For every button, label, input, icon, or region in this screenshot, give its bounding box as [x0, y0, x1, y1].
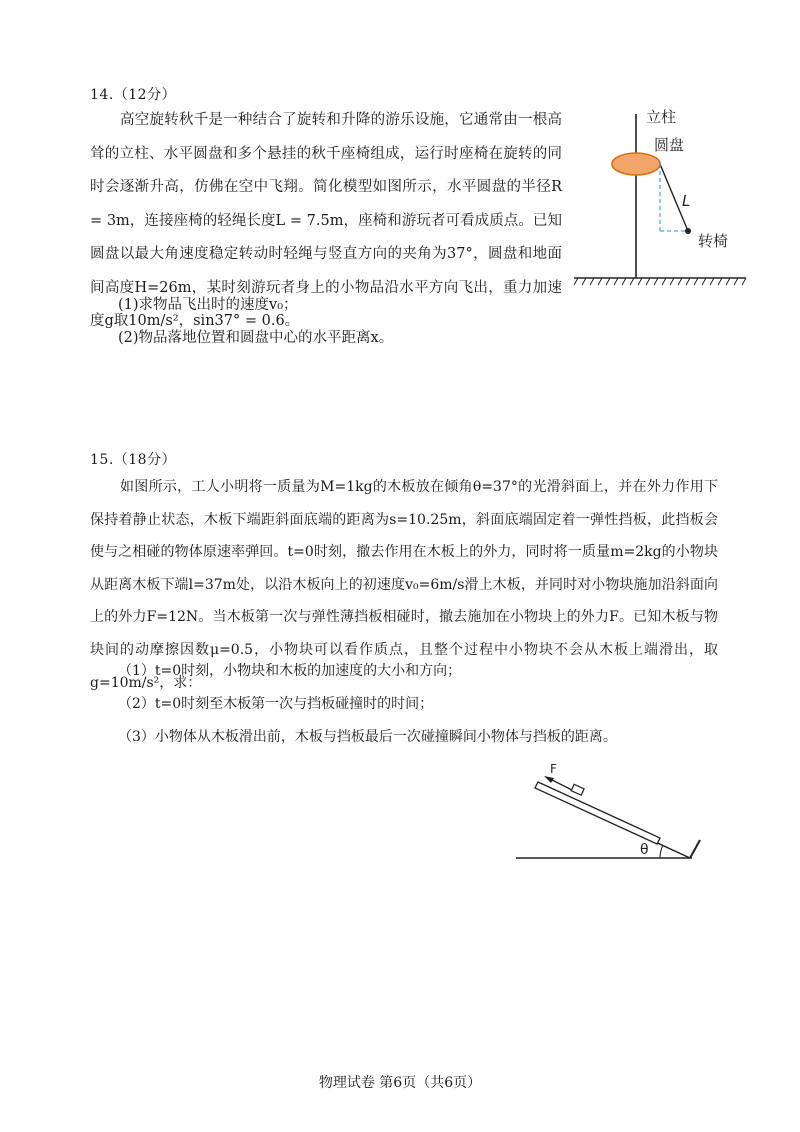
ground-hatch — [574, 278, 746, 285]
q14-paragraph: 高空旋转秋千是一种结合了旋转和升降的游乐设施，它通常由一根高耸的立柱、水平圆盘和多个悬挂的秋千座椅组成，运行时座椅在旋转的同时会逐渐升高，仿佛在空中飞翔。简化模型如图所示，水平圆盘的半径R = 3m，连接座椅的轻绳长度L = 7.5m，座椅和游玩者可看成质点。已知圆盘以最大角速度稳定转动时轻绳与竖直方向的夹角为37°，圆盘和地面间高度H=26m，某时刻游玩者身上的小物品沿水平方向飞出，重力加速度g取10m/s²，sin37° = 0.6。 — [90, 112, 562, 329]
force-arrow-head — [544, 776, 554, 783]
q15-subquestion-1: （1）t=0时刻，小物块和木板的加速度的大小和方向； — [118, 663, 462, 679]
q15-header: 15.（18分） — [90, 452, 177, 468]
q15-figure-incline — [510, 760, 710, 870]
page-footer: 物理试卷 第6页（共6页） — [318, 1075, 482, 1091]
disk — [612, 153, 660, 175]
label-pillar: 立柱 — [646, 108, 677, 126]
q14-subquestion-2: (2)物品落地位置和圆盘中心的水平距离x。 — [118, 330, 394, 346]
elastic-barrier — [690, 840, 700, 858]
label-angle: θ — [640, 842, 649, 858]
label-rope-length: L — [682, 192, 691, 210]
label-seat: 转椅 — [698, 232, 729, 250]
q15-subquestion-2: （2）t=0时刻至木板第一次与挡板碰撞时的时间； — [118, 696, 434, 712]
small-block — [571, 784, 584, 795]
q15-subquestion-3: （3）小物体从木板滑出前，木板与挡板最后一次碰撞瞬间小物体与挡板的距离。 — [118, 729, 617, 745]
angle-arc — [660, 845, 663, 858]
q14-header: 14.（12分） — [90, 87, 177, 103]
wooden-board — [535, 782, 660, 844]
label-disk: 圆盘 — [654, 136, 685, 154]
q15-paragraph: 如图所示，工人小明将一质量为M=1kg的木板放在倾角θ=37°的光滑斜面上，并在外力作用下保持着静止状态，木板下端距斜面底端的距离为s=10.25m，斜面底端固定着一弹性挡板，此挡板会使与之相碰的物体原速率弹回。t=0时刻，撤去作用在木板上的外力，同时将一质量m=2kg的小物块从距离木板下端l=37m处，以沿木板向上的初速度v₀=6m/s滑上木板，并同时对小物块施加沿斜面向上的外力F=12N。当木板第一次与弹性薄挡板相碰时，撤去施加在小物块上的外力F。已知木板与物块间的动摩擦因数μ=0.5，小物块可以看作质点，且整个过程中小物块不会从木板上端滑出，取g=10m/s²，求： — [90, 479, 718, 691]
q14-subquestion-1: (1)求物品飞出时的速度v₀； — [118, 297, 298, 313]
q14-figure-swing — [570, 100, 770, 290]
label-force: F — [550, 762, 557, 776]
